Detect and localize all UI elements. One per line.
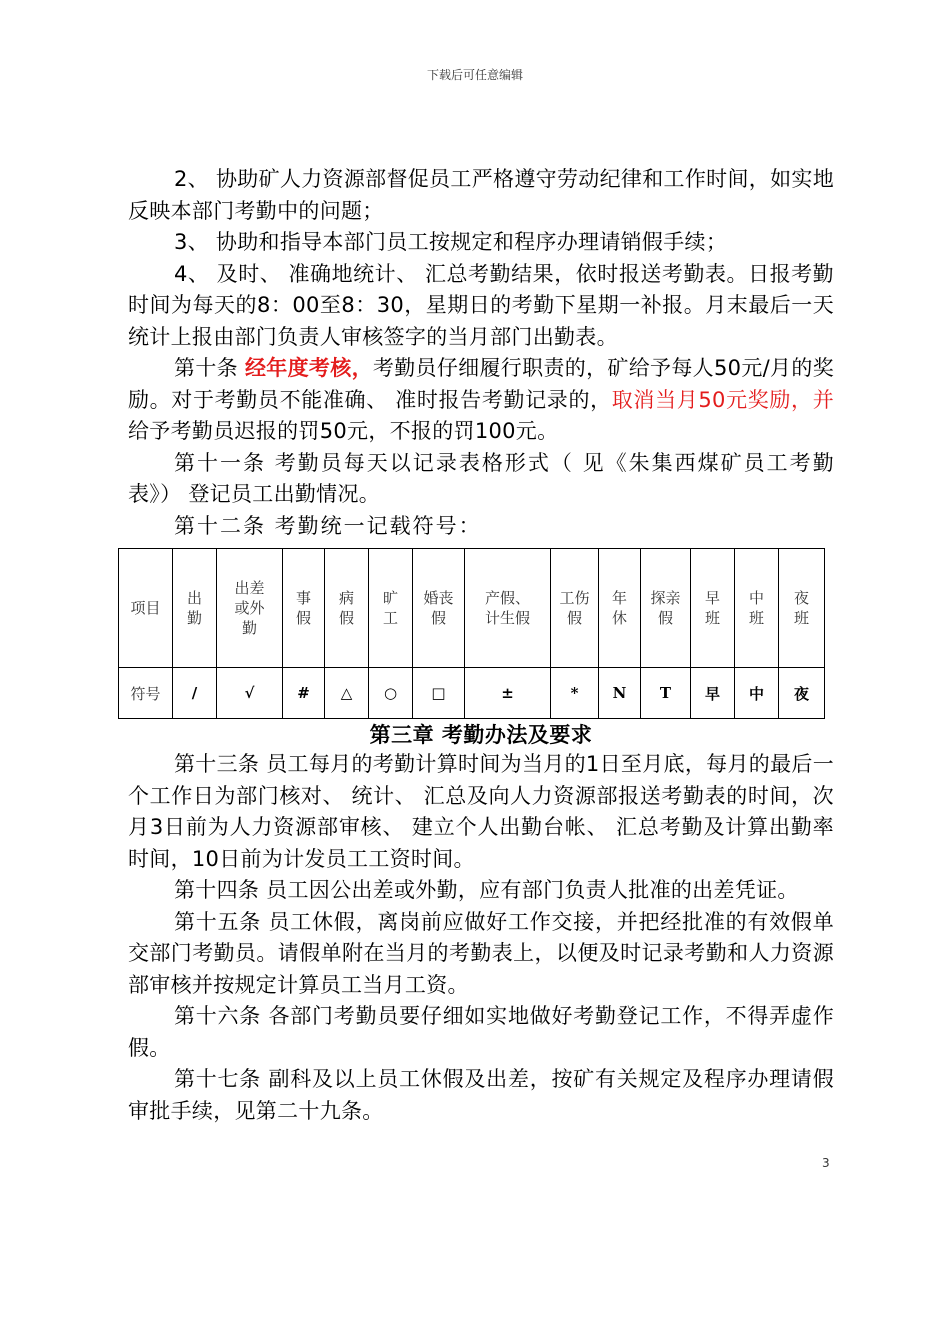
- page-number: 3: [822, 1156, 830, 1170]
- article-15: 第十五条 员工休假，离岗前应做好工作交接，并把经批准的有效假单交部门考勤员。请假单附在当月的考勤表上，以便及时记录考勤和人力资源部审核并按规定计算员工当月工资。: [128, 909, 834, 997]
- table-symbol-cell: 早: [691, 668, 735, 719]
- table-symbol-cell: T: [641, 668, 691, 719]
- table-symbol-cell: /: [173, 668, 217, 719]
- table-symbol-cell: □: [413, 668, 465, 719]
- table-header-cell: 工伤 假: [551, 549, 599, 668]
- table-header-cell: 探亲 假: [641, 549, 691, 668]
- article-12: 第十二条 考勤统一记载符号：: [174, 513, 482, 538]
- table-header-row: [119, 549, 825, 668]
- table-header-cell: 中 班: [735, 549, 779, 668]
- article-10-emphasis-1: 经年度考核，: [244, 356, 373, 380]
- article-17: 第十七条 副科及以上员工休假及出差，按矿有关规定及程序办理请假审批手续，见第二十九条。: [128, 1067, 834, 1123]
- table-symbol-row: [119, 668, 825, 719]
- document-body: [128, 164, 834, 1127]
- table-symbol-cell: 中: [735, 668, 779, 719]
- table-symbol-cell: #: [283, 668, 325, 719]
- paragraph-duty-3: 3、 协助和指导本部门员工按规定和程序办理请销假手续；: [174, 230, 728, 254]
- article-14: 第十四条 员工因公出差或外勤，应有部门负责人批准的出差凭证。: [174, 878, 799, 902]
- article-10: [128, 353, 834, 448]
- table-header-cell: 年 休: [599, 549, 641, 668]
- table-header-cell: 产假、 计生假: [465, 549, 551, 668]
- article-10-tail: 给予考勤员迟报的罚50元，不报的罚100元。: [128, 419, 559, 443]
- article-16: 第十六条 各部门考勤员要仔细如实地做好考勤登记工作，不得弄虚作假。: [128, 1004, 834, 1060]
- chapter-title: 第三章 考勤办法及要求: [369, 723, 593, 747]
- attendance-symbol-table: [118, 548, 825, 719]
- table-header-cell: 婚丧 假: [413, 549, 465, 668]
- table-symbol-cell: ○: [369, 668, 413, 719]
- paragraph-duty-4: 4、 及时、 准确地统计、 汇总考勤结果，依时报送考勤表。日报考勤时间为每天的8：00至8：30，星期日的考勤下星期一补报。月末最后一天统计上报由部门负责人审核签字的当月部门出勤表。: [128, 261, 834, 349]
- page-header: 下载后可任意编辑: [426, 68, 523, 82]
- table-header-cell: 出 勤: [173, 549, 217, 668]
- table-symbol-cell: *: [551, 668, 599, 719]
- table-symbol-cell: △: [325, 668, 369, 719]
- article-10-emphasis-2: 取消当月50元奖励，并: [611, 387, 834, 412]
- table-symbol-cell: N: [599, 668, 641, 719]
- article-10-mid: 考勤员仔细履行职责的，矿给予每人50元/月的奖励。对于考勤员不能准确、 准时报告考勤记录的，: [128, 356, 834, 412]
- paragraph-duty-2: 2、 协助矿人力资源部督促员工严格遵守劳动纪律和工作时间，如实地反映本部门考勤中的问题；: [128, 167, 834, 223]
- table-header-cell: 旷 工: [369, 549, 413, 668]
- table-header-cell: 项目: [119, 549, 173, 668]
- article-10-lead: 第十条: [174, 356, 245, 380]
- article-11: 第十一条 考勤员每天以记录表格形式（ 见《朱集西煤矿员工考勤表》） 登记员工出勤情况。: [128, 450, 834, 506]
- table-header-cell: 事 假: [283, 549, 325, 668]
- table-header-cell: 病 假: [325, 549, 369, 668]
- table-symbol-cell: 符号: [119, 668, 173, 719]
- table-header-cell: 出差 或外 勤: [217, 549, 283, 668]
- table-symbol-cell: ±: [465, 668, 551, 719]
- table-header-cell: 早 班: [691, 549, 735, 668]
- article-13: 第十三条 员工每月的考勤计算时间为当月的1日至月底，每月的最后一个工作日为部门核对、 统计、 汇总及向人力资源部报送考勤表的时间，次月3日前为人力资源部审核、 建立个人出勤台帐、 汇总考勤及计算出勤率时间，10日前为计发员工工资时间。: [128, 752, 834, 871]
- table-symbol-cell: √: [217, 668, 283, 719]
- table-header-cell: 夜 班: [779, 549, 825, 668]
- table-symbol-cell: 夜: [779, 668, 825, 719]
